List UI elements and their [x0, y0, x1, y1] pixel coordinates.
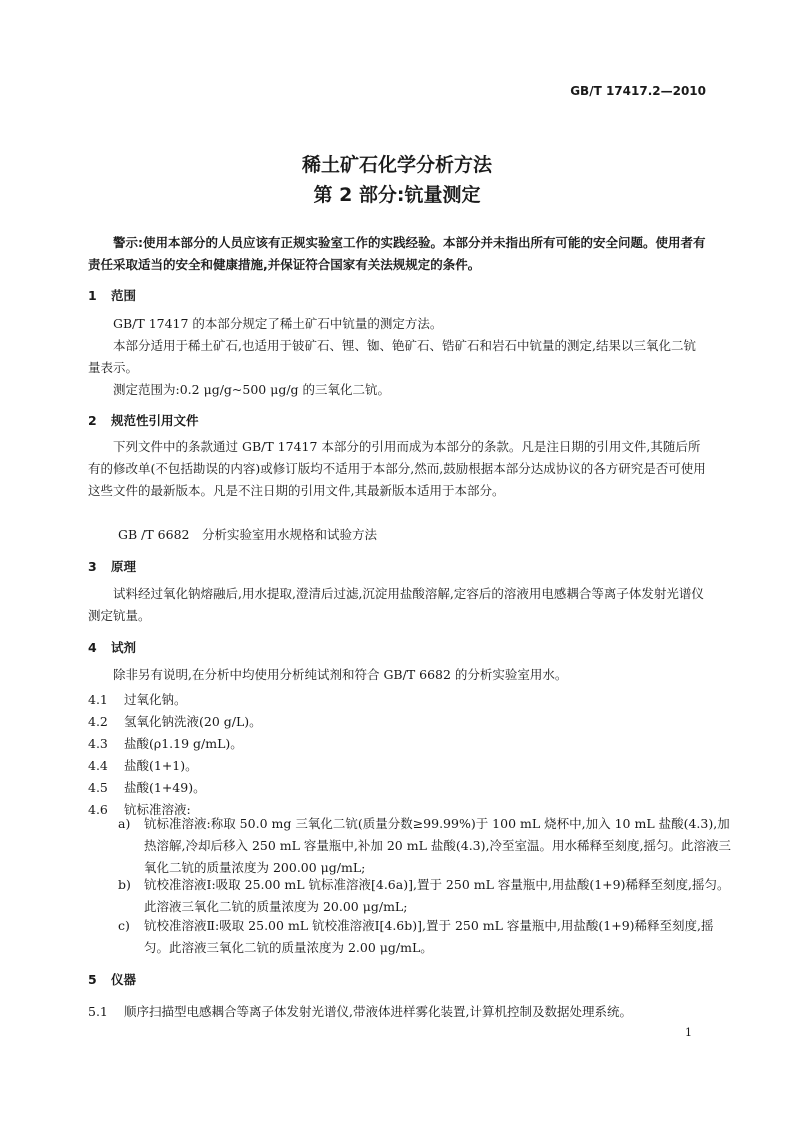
item-number: 5.1	[88, 1004, 108, 1019]
item-text: 过氧化钠。	[124, 692, 187, 707]
section-1-heading	[88, 286, 136, 304]
normative-references-paragraph: 下列文件中的条款通过 GB/T 17417 本部分的引用而成为本部分的条款。凡是注日期的引用文件,其随后所有的修改单(不包括勘误的内容)或修订版均不适用于本部分,然而,鼓励根据本部分达成协议的各方研究是否可使用这些文件的最新版本。凡是不注日期的引用文件,其最新版本适用于本部分。	[88, 439, 706, 498]
scope-paragraph-1: GB/T 17417 的本部分规定了稀土矿石中钪量的测定方法。	[113, 316, 443, 331]
item-number: 4.5	[88, 780, 108, 795]
subitem-text: 钪标准溶液:称取 50.0 mg 三氧化二钪(质量分数≥99.99%)于 100 mL 烧杯中,加入 10 mL 盐酸(4.3),加热溶解,冷却后移入 250 mL 容量瓶中,补加 20 mL 盐酸(4.3),冷至室温。用水稀释至刻度,摇匀。此溶液三氧化二钪的质量浓度为 200.00 μg/mL;	[144, 816, 731, 875]
section-3-heading	[88, 557, 136, 575]
section-title: 仪器	[111, 972, 137, 987]
instrument-item	[88, 1002, 632, 1020]
item-number: 4.3	[88, 736, 108, 751]
item-text: 盐酸(1+1)。	[124, 758, 198, 773]
standard-number: GB/T 17417.2—2010	[570, 84, 706, 98]
item-text: 盐酸(ρ1.19 g/mL)。	[124, 736, 243, 751]
reagents-intro-paragraph: 除非另有说明,在分析中均使用分析纯试剂和符合 GB/T 6682 的分析实验室用水。	[113, 667, 568, 682]
item-text: 盐酸(1+49)。	[124, 780, 206, 795]
reagent-item	[88, 734, 243, 752]
warning-notice: 警示:使用本部分的人员应该有正规实验室工作的实践经验。本部分并未指出所有可能的安全问题。使用者有责任采取适当的安全和健康措施,并保证符合国家有关法规规定的条件。	[88, 235, 706, 272]
subitem-text: 钪校准溶液Ⅰ:吸取 25.00 mL 钪标准溶液[4.6a)],置于 250 mL 容量瓶中,用盐酸(1+9)稀释至刻度,摇匀。此溶液三氧化二钪的质量浓度为 20.00 μg/mL;	[144, 877, 730, 914]
subitem-label: b)	[118, 877, 131, 892]
section-title: 规范性引用文件	[111, 413, 199, 428]
item-number: 4.6	[88, 802, 108, 817]
subitem-label: c)	[118, 918, 130, 933]
reagent-item	[88, 690, 187, 708]
section-title: 原理	[111, 559, 137, 574]
reagent-item	[88, 756, 198, 774]
section-4-heading	[88, 638, 136, 656]
item-text: 氢氧化钠洗液(20 g/L)。	[124, 714, 262, 729]
section-number: 3	[88, 559, 97, 574]
section-number: 4	[88, 640, 97, 655]
reagent-item	[88, 778, 206, 796]
page-number: 1	[685, 1026, 692, 1039]
document-title: 稀土矿石化学分析方法	[301, 154, 492, 176]
item-text: 顺序扫描型电感耦合等离子体发射光谱仪,带液体进样雾化装置,计算机控制及数据处理系统。	[124, 1004, 632, 1019]
item-number: 4.1	[88, 692, 108, 707]
reagent-item	[88, 712, 262, 730]
section-number: 1	[88, 288, 97, 303]
section-title: 范围	[111, 288, 137, 303]
subitem-text: 钪校准溶液Ⅱ:吸取 25.00 mL 钪校准溶液Ⅰ[4.6b)],置于 250 mL 容量瓶中,用盐酸(1+9)稀释至刻度,摇匀。此溶液三氧化二钪的质量浓度为 2.00 μg/mL。	[144, 918, 714, 955]
item-number: 4.2	[88, 714, 108, 729]
subitem-label: a)	[118, 816, 131, 831]
principle-paragraph: 试料经过氧化钠熔融后,用水提取,澄清后过滤,沉淀用盐酸溶解,定容后的溶液用电感耦合等离子体发射光谱仪测定钪量。	[88, 586, 704, 623]
scope-paragraph-3: 测定范围为:0.2 μg/g~500 μg/g 的三氧化二钪。	[113, 382, 391, 397]
solution-subitem-c	[118, 915, 732, 959]
section-5-heading	[88, 970, 136, 988]
solution-subitem-a	[118, 813, 732, 879]
solution-subitem-b	[118, 874, 732, 918]
section-2-heading	[88, 411, 199, 429]
item-text: 钪标准溶液:	[124, 802, 191, 817]
section-number: 5	[88, 972, 97, 987]
document-subtitle: 第 2 部分:钪量测定	[313, 184, 481, 206]
reference-gbt6682: GB /T 6682 分析实验室用水规格和试验方法	[118, 527, 377, 542]
section-title: 试剂	[111, 640, 137, 655]
section-number: 2	[88, 413, 97, 428]
item-number: 4.4	[88, 758, 108, 773]
scope-paragraph-2: 本部分适用于稀土矿石,也适用于铍矿石、锂、铷、铯矿石、锆矿石和岩石中钪量的测定,结果以三氧化二钪量表示。	[88, 338, 696, 375]
